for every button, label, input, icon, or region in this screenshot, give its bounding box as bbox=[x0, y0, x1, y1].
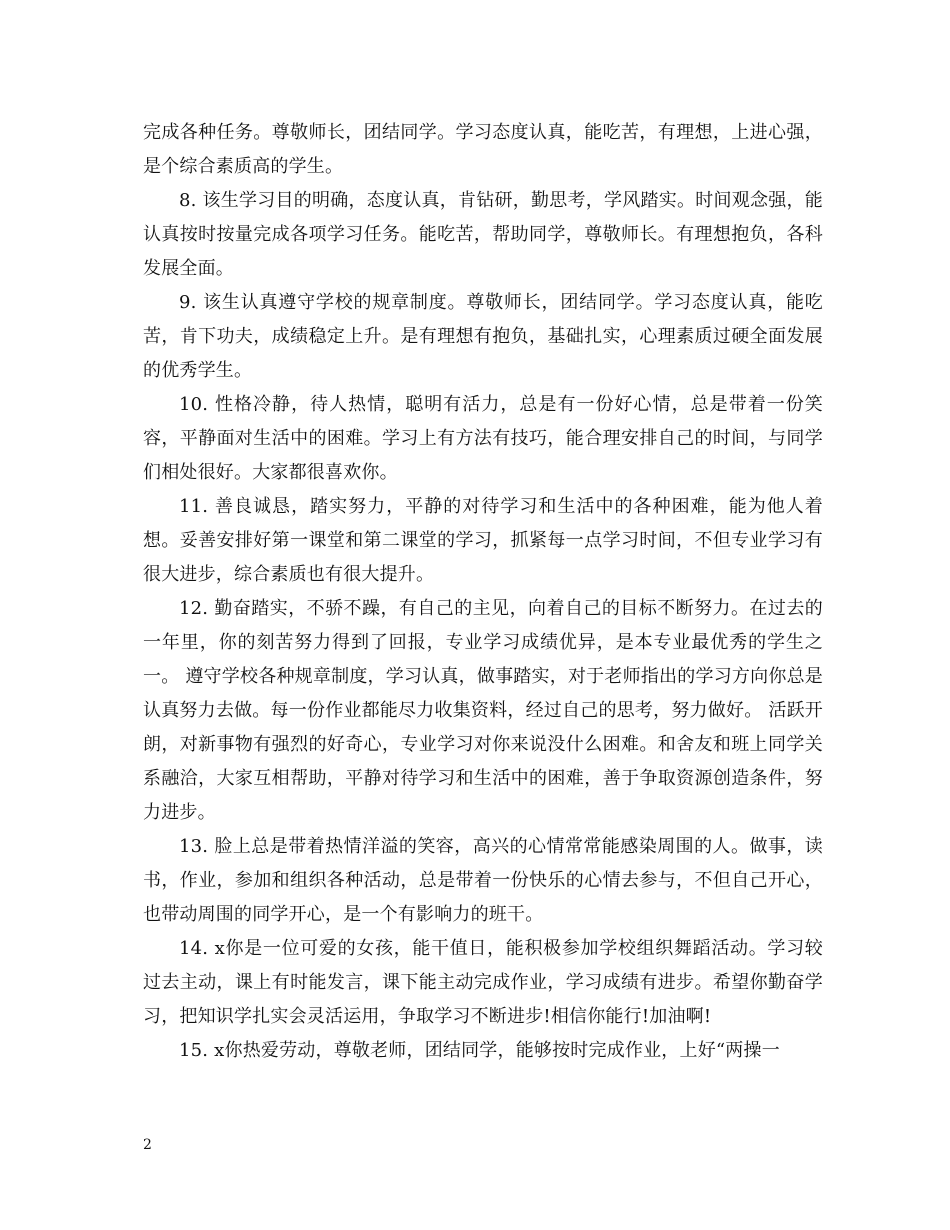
paragraph-item-14: 14. x你是一位可爱的女孩，能干值日，能积极参加学校组织舞蹈活动。学习较过去主动，课上有时能发言，课下能主动完成作业，学习成绩有进步。希望你勤奋学习，把知识学扎实会灵活运用，争取学习不断进步!相信你能行!加油啊! bbox=[143, 938, 823, 1027]
document-body bbox=[143, 116, 823, 1068]
paragraph-item-10: 10. 性格冷静，待人热情，聪明有活力，总是有一份好心情，总是带着一份笑容，平静面对生活中的困难。学习上有方法有技巧，能合理安排自己的时间，与同学们相处很好。大家都很喜欢你。 bbox=[143, 394, 823, 483]
paragraph-item-13: 13. 脸上总是带着热情洋溢的笑容，高兴的心情常常能感染周围的人。做事，读书，作业，参加和组织各种活动，总是带着一份快乐的心情去参与，不但自己开心，也带动周围的同学开心，是一个有影响力的班干。 bbox=[143, 836, 823, 925]
paragraph-item-9: 9. 该生认真遵守学校的规章制度。尊敬师长，团结同学。学习态度认真，能吃苦，肯下功夫，成绩稳定上升。是有理想有抱负，基础扎实，心理素质过硬全面发展的优秀学生。 bbox=[143, 292, 823, 381]
paragraph-item-15: 15. x你热爱劳动，尊敬老师，团结同学，能够按时完成作业，上好“两操一 bbox=[179, 1040, 780, 1061]
page-number: 2 bbox=[143, 1137, 152, 1153]
paragraph-continuation: 完成各种任务。尊敬师长，团结同学。学习态度认真，能吃苦，有理想，上进心强，是个综合素质高的学生。 bbox=[143, 122, 823, 177]
paragraph-item-11: 11. 善良诚恳，踏实努力，平静的对待学习和生活中的各种困难，能为他人着想。妥善安排好第一课堂和第二课堂的学习，抓紧每一点学习时间，不但专业学习有很大进步，综合素质也有很大提升。 bbox=[143, 496, 823, 585]
paragraph-item-12: 12. 勤奋踏实，不骄不躁，有自己的主见，向着自己的目标不断努力。在过去的一年里，你的刻苦努力得到了回报，专业学习成绩优异，是本专业最优秀的学生之一。 遵守学校各种规章制度，学习认真，做事踏实，对于老师指出的学习方向你总是认真努力去做。每一份作业都能尽力收集资料，经过自己的思考，努力做好。 活跃开朗，对新事物有强烈的好奇心，专业学习对你来说没什么困难。和舍友和班上同学关系融洽，大家互相帮助，平静对待学习和生活中的困难，善于争取资源创造条件，努力进步。 bbox=[143, 598, 823, 823]
paragraph-item-8: 8. 该生学习目的明确，态度认真，肯钻研，勤思考，学风踏实。时间观念强，能认真按时按量完成各项学习任务。能吃苦，帮助同学，尊敬师长。有理想抱负，各科发展全面。 bbox=[143, 190, 823, 279]
